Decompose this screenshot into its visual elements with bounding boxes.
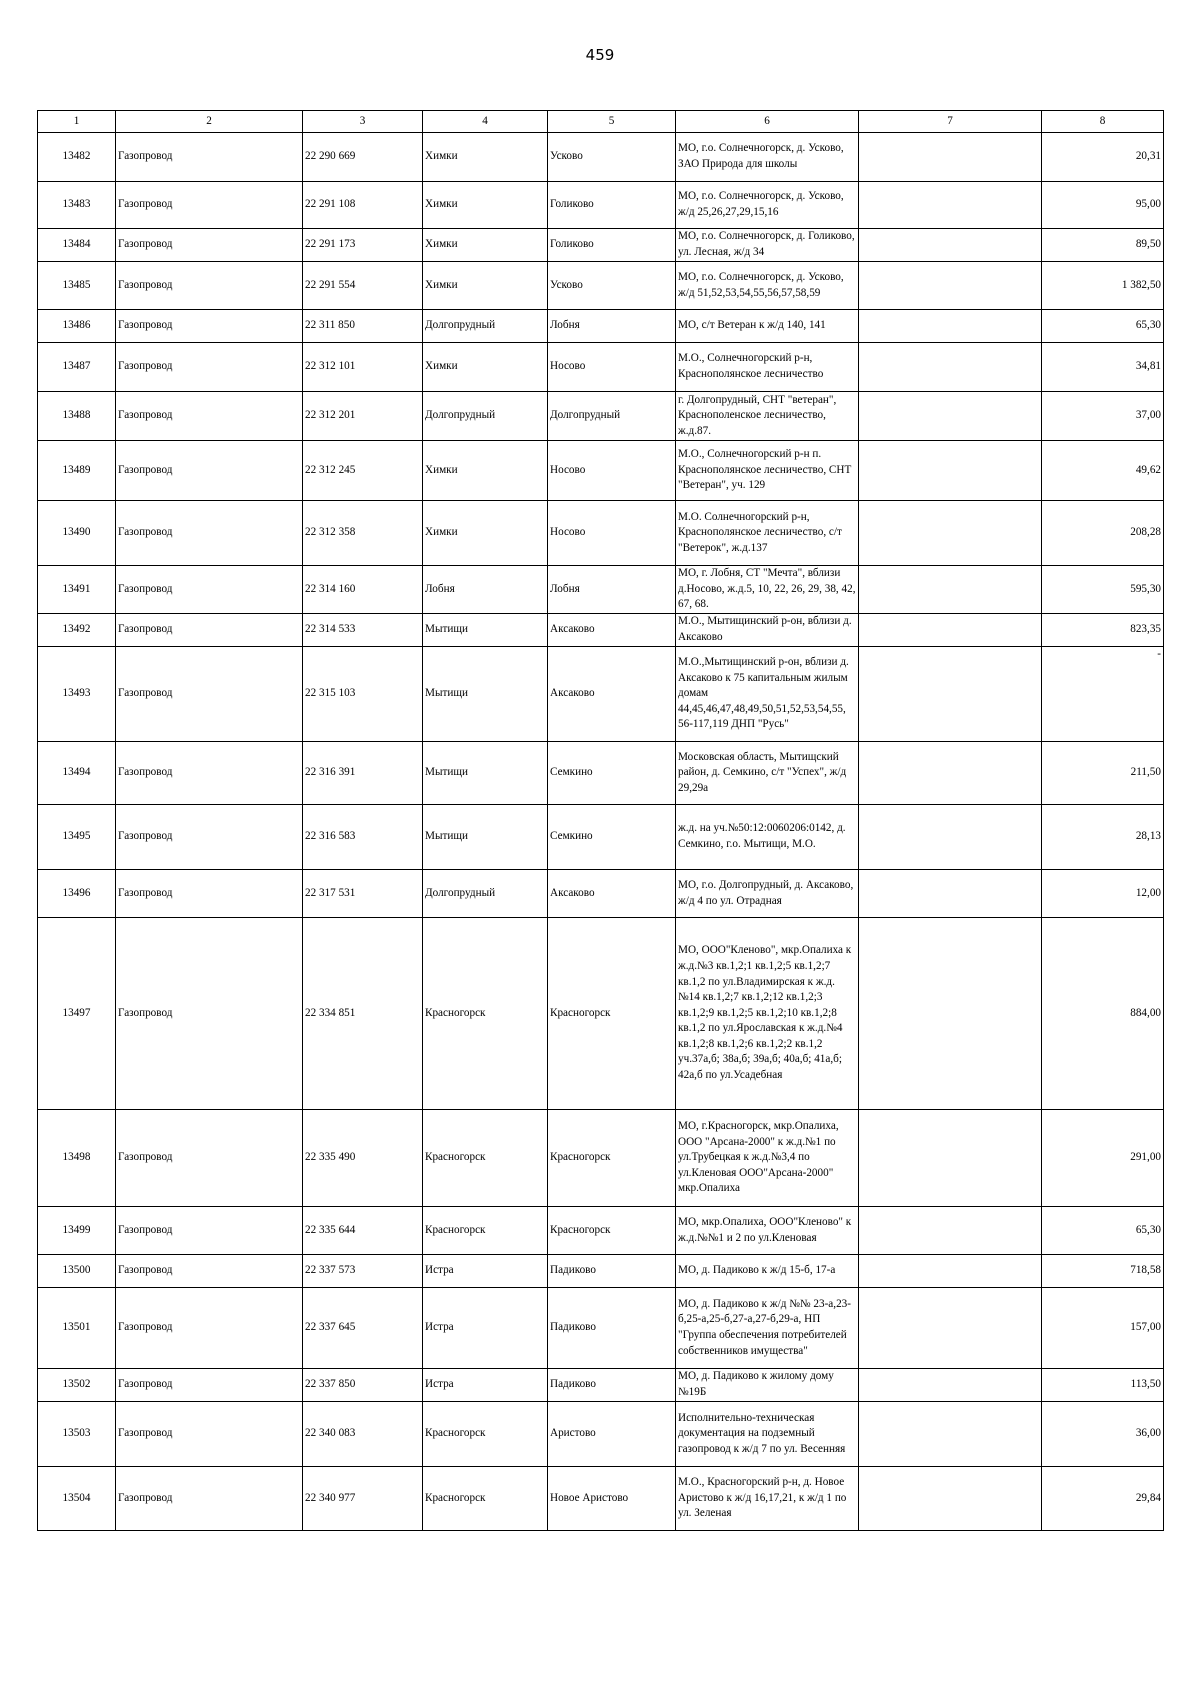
value-cell: 65,30 [1042, 310, 1164, 343]
object-code-cell: 22 315 103 [303, 647, 423, 742]
district-cell: Истра [423, 1288, 548, 1369]
column-7-cell [859, 441, 1042, 501]
object-code-cell: 22 290 669 [303, 133, 423, 182]
address-cell: МО, ООО"Кленово", мкр.Опалиха к ж.д.№3 кв.1,2;1 кв.1,2;5 кв.1,2;7 кв.1,2 по ул.Владимирская к ж.д.№14 кв.1,2;7 кв.1,2;12 кв.1,2;3 кв.1,2;9 кв.1,2;5 кв.1,2;10 кв.1,2;8 кв.1,2 по ул.Ярославская к ж.д.№4 кв.1,2;8 кв.1,2;6 кв.1,2;2 кв.1,2 уч.37а,б; 38а,б; 39а,б; 40а,б; 41а,б; 42а,б по ул.Усадебная [676, 918, 859, 1110]
district-cell: Долгопрудный [423, 310, 548, 343]
column-header: 8 [1042, 111, 1164, 133]
table-row [38, 1402, 1164, 1467]
value-cell: 12,00 [1042, 870, 1164, 918]
district-cell: Химки [423, 501, 548, 566]
district-cell: Химки [423, 343, 548, 392]
district-cell: Химки [423, 229, 548, 262]
object-name-cell: Газопровод [116, 343, 303, 392]
value-cell: 36,00 [1042, 1402, 1164, 1467]
row-number-cell: 13504 [38, 1467, 116, 1531]
locality-cell: Новое Аристово [548, 1467, 676, 1531]
value-cell: 65,30 [1042, 1207, 1164, 1255]
value-cell: 89,50 [1042, 229, 1164, 262]
object-name-cell: Газопровод [116, 1288, 303, 1369]
address-cell: МО, г. Лобня, СТ "Мечта", вблизи д.Носово, ж.д.5, 10, 22, 26, 29, 38, 42, 67, 68. [676, 566, 859, 614]
object-code-cell: 22 335 490 [303, 1110, 423, 1207]
value-cell: 1 382,50 [1042, 262, 1164, 310]
value-cell: 29,84 [1042, 1467, 1164, 1531]
locality-cell: Аксаково [548, 870, 676, 918]
object-name-cell: Газопровод [116, 392, 303, 441]
district-cell: Мытищи [423, 647, 548, 742]
district-cell: Красногорск [423, 1467, 548, 1531]
value-cell: 37,00 [1042, 392, 1164, 441]
locality-cell: Семкино [548, 742, 676, 805]
column-header: 5 [548, 111, 676, 133]
table-row [38, 1207, 1164, 1255]
district-cell: Красногорск [423, 1110, 548, 1207]
object-code-cell: 22 340 083 [303, 1402, 423, 1467]
row-number-cell: 13484 [38, 229, 116, 262]
locality-cell: Носово [548, 441, 676, 501]
object-code-cell: 22 291 108 [303, 182, 423, 229]
column-header: 6 [676, 111, 859, 133]
address-cell: МО, г.о. Солнечногорск, д. Усково, ЗАО Природа для школы [676, 133, 859, 182]
column-7-cell [859, 918, 1042, 1110]
value-cell: 20,31 [1042, 133, 1164, 182]
table-row [38, 742, 1164, 805]
district-cell: Химки [423, 133, 548, 182]
table-row [38, 566, 1164, 614]
column-7-cell [859, 566, 1042, 614]
object-code-cell: 22 335 644 [303, 1207, 423, 1255]
address-cell: МО, г.Красногорск, мкр.Опалиха, ООО "Арсана-2000" к ж.д.№1 по ул.Трубецкая к ж.д.№3,4 по ул.Кленовая ООО"Арсана-2000" мкр.Опалиха [676, 1110, 859, 1207]
table-row [38, 1255, 1164, 1288]
locality-cell: Красногорск [548, 918, 676, 1110]
column-7-cell [859, 1207, 1042, 1255]
district-cell: Красногорск [423, 1402, 548, 1467]
table-row [38, 441, 1164, 501]
district-cell: Мытищи [423, 805, 548, 870]
page-number: 459 [585, 46, 615, 64]
address-cell: МО, г.о. Солнечногорск, д. Голиково, ул. Лесная, ж/д 34 [676, 229, 859, 262]
object-code-cell: 22 317 531 [303, 870, 423, 918]
locality-cell: Голиково [548, 229, 676, 262]
column-7-cell [859, 742, 1042, 805]
object-code-cell: 22 312 201 [303, 392, 423, 441]
column-7-cell [859, 805, 1042, 870]
column-7-cell [859, 310, 1042, 343]
column-7-cell [859, 1467, 1042, 1531]
row-number-cell: 13498 [38, 1110, 116, 1207]
object-name-cell: Газопровод [116, 310, 303, 343]
table-row [38, 501, 1164, 566]
row-number-cell: 13483 [38, 182, 116, 229]
column-7-cell [859, 501, 1042, 566]
object-name-cell: Газопровод [116, 1467, 303, 1531]
object-name-cell: Газопровод [116, 229, 303, 262]
value-cell: 884,00 [1042, 918, 1164, 1110]
column-7-cell [859, 392, 1042, 441]
row-number-cell: 13492 [38, 614, 116, 647]
column-7-cell [859, 262, 1042, 310]
table-row [38, 647, 1164, 742]
address-cell: М.О. Солнечногорский р-н, Краснополянское лесничество, с/т "Ветерок", ж.д.137 [676, 501, 859, 566]
table-row [38, 1369, 1164, 1402]
table-row [38, 392, 1164, 441]
address-cell: М.О., Красногорский р-н, д. Новое Аристово к ж/д 16,17,21, к ж/д 1 по ул. Зеленая [676, 1467, 859, 1531]
column-header: 2 [116, 111, 303, 133]
row-number-cell: 13501 [38, 1288, 116, 1369]
district-cell: Лобня [423, 566, 548, 614]
district-cell: Долгопрудный [423, 392, 548, 441]
locality-cell: Падиково [548, 1255, 676, 1288]
column-7-cell [859, 229, 1042, 262]
column-7-cell [859, 1288, 1042, 1369]
address-cell: М.О., Солнечногорский р-н п. Краснополянское лесничество, СНТ "Ветеран", уч. 129 [676, 441, 859, 501]
column-header: 1 [38, 111, 116, 133]
address-cell: МО, д. Падиково к жилому дому №19Б [676, 1369, 859, 1402]
table-row [38, 614, 1164, 647]
value-cell: 157,00 [1042, 1288, 1164, 1369]
district-cell: Истра [423, 1255, 548, 1288]
value-cell: 49,62 [1042, 441, 1164, 501]
object-name-cell: Газопровод [116, 614, 303, 647]
row-number-cell: 13490 [38, 501, 116, 566]
column-7-cell [859, 182, 1042, 229]
table-row [38, 805, 1164, 870]
address-cell: Исполнительно-техническая документация на подземный газопровод к ж/д 7 по ул. Весенняя [676, 1402, 859, 1467]
table-row [38, 1110, 1164, 1207]
object-name-cell: Газопровод [116, 1255, 303, 1288]
locality-cell: Аксаково [548, 614, 676, 647]
row-number-cell: 13486 [38, 310, 116, 343]
district-cell: Красногорск [423, 1207, 548, 1255]
object-name-cell: Газопровод [116, 1110, 303, 1207]
address-cell: МО, д. Падиково к ж/д 15-б, 17-а [676, 1255, 859, 1288]
locality-cell: Аксаково [548, 647, 676, 742]
object-code-cell: 22 316 583 [303, 805, 423, 870]
row-number-cell: 13497 [38, 918, 116, 1110]
row-number-cell: 13485 [38, 262, 116, 310]
table-row [38, 1288, 1164, 1369]
column-7-cell [859, 614, 1042, 647]
object-code-cell: 22 291 173 [303, 229, 423, 262]
object-name-cell: Газопровод [116, 647, 303, 742]
locality-cell: Усково [548, 262, 676, 310]
object-code-cell: 22 312 245 [303, 441, 423, 501]
row-number-cell: 13496 [38, 870, 116, 918]
row-number-cell: 13502 [38, 1369, 116, 1402]
object-code-cell: 22 337 645 [303, 1288, 423, 1369]
object-code-cell: 22 314 533 [303, 614, 423, 647]
column-7-cell [859, 133, 1042, 182]
object-name-cell: Газопровод [116, 501, 303, 566]
locality-cell: Красногорск [548, 1207, 676, 1255]
address-cell: МО, д. Падиково к ж/д №№ 23-а,23-б,25-а,25-б,27-а,27-б,29-а, НП "Группа обеспечения потребителей собственников имущества" [676, 1288, 859, 1369]
district-cell: Красногорск [423, 918, 548, 1110]
value-cell: 718,58 [1042, 1255, 1164, 1288]
address-cell: М.О.,Мытищинский р-он, вблизи д. Аксаково к 75 капитальным жилым домам 44,45,46,47,48,49,50,51,52,53,54,55, 56-117,119 ДНП "Русь" [676, 647, 859, 742]
table-row [38, 262, 1164, 310]
address-cell: М.О., Солнечногорский р-н, Краснополянское лесничество [676, 343, 859, 392]
address-cell: МО, с/т Ветеран к ж/д 140, 141 [676, 310, 859, 343]
row-number-cell: 13488 [38, 392, 116, 441]
locality-cell: Носово [548, 501, 676, 566]
value-cell: 291,00 [1042, 1110, 1164, 1207]
address-cell: г. Долгопрудный, СНТ "ветеран", Краснополенское лесничество, ж.д.87. [676, 392, 859, 441]
address-cell: МО, г.о. Солнечногорск, д. Усково, ж/д 51,52,53,54,55,56,57,58,59 [676, 262, 859, 310]
address-cell: М.О., Мытищинский р-он, вблизи д. Аксаково [676, 614, 859, 647]
table-row [38, 1467, 1164, 1531]
table-row [38, 229, 1164, 262]
object-code-cell: 22 312 101 [303, 343, 423, 392]
object-name-cell: Газопровод [116, 870, 303, 918]
object-code-cell: 22 337 573 [303, 1255, 423, 1288]
object-name-cell: Газопровод [116, 1207, 303, 1255]
row-number-cell: 13493 [38, 647, 116, 742]
column-7-cell [859, 343, 1042, 392]
locality-cell: Падиково [548, 1369, 676, 1402]
locality-cell: Красногорск [548, 1110, 676, 1207]
row-number-cell: 13494 [38, 742, 116, 805]
object-name-cell: Газопровод [116, 182, 303, 229]
locality-cell: Лобня [548, 310, 676, 343]
object-name-cell: Газопровод [116, 133, 303, 182]
object-code-cell: 22 312 358 [303, 501, 423, 566]
district-cell: Химки [423, 182, 548, 229]
value-cell: 595,30 [1042, 566, 1164, 614]
column-7-cell [859, 1110, 1042, 1207]
row-number-cell: 13482 [38, 133, 116, 182]
address-cell: ж.д. на уч.№50:12:0060206:0142, д. Семкино, г.о. Мытищи, М.О. [676, 805, 859, 870]
district-cell: Химки [423, 441, 548, 501]
table-row [38, 343, 1164, 392]
object-name-cell: Газопровод [116, 805, 303, 870]
locality-cell: Долгопрудный [548, 392, 676, 441]
table-row [38, 310, 1164, 343]
column-header: 4 [423, 111, 548, 133]
row-number-cell: 13500 [38, 1255, 116, 1288]
locality-cell: Носово [548, 343, 676, 392]
object-name-cell: Газопровод [116, 918, 303, 1110]
column-header: 3 [303, 111, 423, 133]
column-7-cell [859, 1402, 1042, 1467]
table-body [38, 133, 1164, 1531]
locality-cell: Падиково [548, 1288, 676, 1369]
row-number-cell: 13487 [38, 343, 116, 392]
table-row [38, 133, 1164, 182]
locality-cell: Семкино [548, 805, 676, 870]
row-number-cell: 13489 [38, 441, 116, 501]
table-row [38, 918, 1164, 1110]
address-cell: МО, г.о. Солнечногорск, д. Усково, ж/д 25,26,27,29,15,16 [676, 182, 859, 229]
value-cell: 34,81 [1042, 343, 1164, 392]
address-cell: МО, г.о. Долгопрудный, д. Аксаково, ж/д 4 по ул. Отрадная [676, 870, 859, 918]
row-number-cell: 13499 [38, 1207, 116, 1255]
value-cell: 823,35 [1042, 614, 1164, 647]
object-name-cell: Газопровод [116, 1369, 303, 1402]
object-code-cell: 22 334 851 [303, 918, 423, 1110]
column-header: 7 [859, 111, 1042, 133]
district-cell: Истра [423, 1369, 548, 1402]
table-row [38, 870, 1164, 918]
locality-cell: Голиково [548, 182, 676, 229]
locality-cell: Лобня [548, 566, 676, 614]
address-cell: Московская область, Мытищский район, д. Семкино, с/т "Успех", ж/д 29,29а [676, 742, 859, 805]
object-name-cell: Газопровод [116, 566, 303, 614]
value-cell: 208,28 [1042, 501, 1164, 566]
district-cell: Химки [423, 262, 548, 310]
row-number-cell: 13495 [38, 805, 116, 870]
object-name-cell: Газопровод [116, 262, 303, 310]
row-number-cell: 13491 [38, 566, 116, 614]
value-cell: 211,50 [1042, 742, 1164, 805]
value-cell: 113,50 [1042, 1369, 1164, 1402]
value-cell: 28,13 [1042, 805, 1164, 870]
registry-table [37, 110, 1164, 1531]
object-code-cell: 22 337 850 [303, 1369, 423, 1402]
column-7-cell [859, 1369, 1042, 1402]
object-name-cell: Газопровод [116, 742, 303, 805]
column-7-cell [859, 870, 1042, 918]
district-cell: Долгопрудный [423, 870, 548, 918]
object-code-cell: 22 314 160 [303, 566, 423, 614]
object-code-cell: 22 311 850 [303, 310, 423, 343]
row-number-cell: 13503 [38, 1402, 116, 1467]
object-name-cell: Газопровод [116, 1402, 303, 1467]
value-cell: - [1042, 647, 1164, 742]
object-code-cell: 22 316 391 [303, 742, 423, 805]
address-cell: МО, мкр.Опалиха, ООО"Кленово" к ж.д.№№1 и 2 по ул.Кленовая [676, 1207, 859, 1255]
object-code-cell: 22 340 977 [303, 1467, 423, 1531]
column-7-cell [859, 647, 1042, 742]
locality-cell: Усково [548, 133, 676, 182]
column-7-cell [859, 1255, 1042, 1288]
object-name-cell: Газопровод [116, 441, 303, 501]
object-code-cell: 22 291 554 [303, 262, 423, 310]
district-cell: Мытищи [423, 742, 548, 805]
district-cell: Мытищи [423, 614, 548, 647]
table-row [38, 182, 1164, 229]
table-header-row [38, 111, 1164, 133]
locality-cell: Аристово [548, 1402, 676, 1467]
value-cell: 95,00 [1042, 182, 1164, 229]
